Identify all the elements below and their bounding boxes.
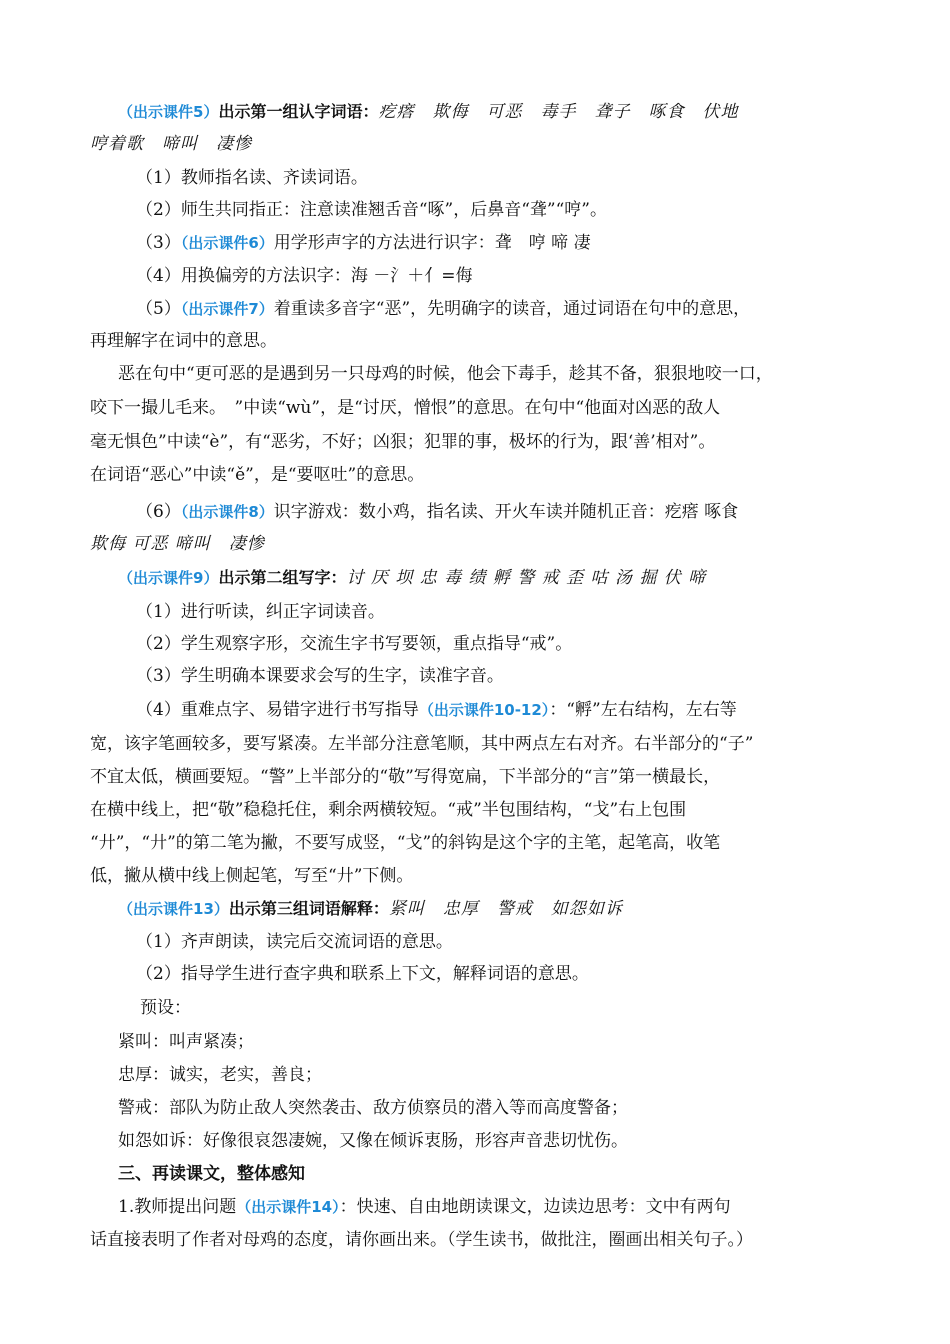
item-3 <box>136 227 591 259</box>
courseware-tag: （出示课件6） <box>180 234 274 252</box>
group1-words-line1: 疙瘩 欺侮 可恶 毒手 聋子 啄食 伏地 <box>378 102 739 122</box>
courseware-tag: （出示课件7） <box>180 300 274 318</box>
paragraph-line: 在横中线上，把“敬”稳稳托住，剩余两横较短。“戒”半包围结构，“戈”右上包围 <box>90 800 687 820</box>
courseware-tag: （出示课件5） <box>118 103 219 121</box>
item-5-continued: 再理解字在词中的意思。 <box>90 331 277 351</box>
item-text: 用学形声字的方法进行识字：聋 哼 啼 凄 <box>273 233 591 253</box>
group3-lead: 出示第三组词语解释： <box>228 899 389 918</box>
item-text: 1.教师提出问题 <box>118 1197 237 1217</box>
paragraph-line: 低，撇从横中线上侧起笔，写至“廾”下侧。 <box>90 866 414 886</box>
paragraph-line: 在词语“恶心”中读“ě”，是“要呕吐”的意思。 <box>90 465 425 485</box>
item-number: （5） <box>136 299 181 319</box>
paragraph-line: 不宜太低，横画要短。“警”上半部分的“敬”写得宽扁，下半部分的“言”第一横最长， <box>90 767 721 787</box>
paragraph-line: 咬下一撮儿毛来。 ”中读“wù”，是“讨厌，憎恨”的意思。在句中“他面对凶恶的敌人 <box>90 398 721 418</box>
group1-heading <box>118 96 738 128</box>
section-heading: 三、再读课文，整体感知 <box>118 1164 305 1184</box>
list-item: （1）教师指名读、齐读词语。 <box>136 168 368 188</box>
list-item: （1）齐声朗读，读完后交流词语的意思。 <box>136 932 453 952</box>
list-item: （2）学生观察字形，交流生字书写要领，重点指导“戒”。 <box>136 634 573 654</box>
list-item: （1）进行听读，纠正字词读音。 <box>136 602 385 622</box>
item-2-4 <box>136 694 737 726</box>
item-number: （6） <box>136 502 181 522</box>
courseware-tag: （出示课件14） <box>236 1198 340 1216</box>
list-item: （4）用换偏旁的方法识字：海 －氵＋亻=侮 <box>136 266 473 286</box>
question-1 <box>118 1191 731 1223</box>
courseware-tag: （出示课件10-12） <box>418 701 550 719</box>
item-6-words-text: 欺侮 可恶 啼叫 凄惨 <box>90 534 265 554</box>
courseware-tag: （出示课件9） <box>118 569 219 587</box>
courseware-tag: （出示课件13） <box>118 900 229 918</box>
item-text: （4）重难点字、易错字进行书写指导 <box>136 700 419 720</box>
paragraph-line: 恶在句中“更可恶的是遇到另一只母鸡的时候，他会下毒手，趁其不备，狠狠地咬一口， <box>118 364 773 384</box>
item-6-words <box>90 528 265 560</box>
group1-lead: 出示第一组认字词语： <box>218 102 379 121</box>
group2-chars: 讨 厌 坝 忠 毒 绩 孵 警 戒 歪 咕 汤 掘 伏 啼 <box>346 568 707 588</box>
item-text: ：“孵”左右结构，左右等 <box>549 700 737 720</box>
paragraph-line: 宽，该字笔画较多，要写紧凑。左半部分注意笔顺，其中两点左右对齐。右半部分的“子” <box>90 734 754 754</box>
preset-label: 预设： <box>140 998 191 1018</box>
definition: 紧叫：叫声紧凑； <box>118 1032 254 1052</box>
item-text: 着重读多音字“恶”，先明确字的读音，通过词语在句中的意思， <box>273 299 751 319</box>
list-item: （2）师生共同指正：注意读准翘舌音“啄”，后鼻音“聋”“哼”。 <box>136 200 607 220</box>
question-1-continued: 话直接表明了作者对母鸡的态度，请你画出来。（学生读书，做批注，圈画出相关句子。） <box>90 1230 753 1250</box>
group1-words-line2 <box>90 128 252 160</box>
definition: 警戒：部队为防止敌人突然袭击、敌方侦察员的潜入等而高度警备； <box>118 1098 628 1118</box>
group3-heading <box>118 893 623 925</box>
item-5 <box>136 293 750 325</box>
item-text: ：快速、自由地朗读课文，边读边思考：文中有两句 <box>339 1197 731 1217</box>
group2-heading <box>118 562 706 594</box>
group1-words-line2-text: 哼着歌 啼叫 凄惨 <box>90 134 252 154</box>
list-item: （3）学生明确本课要求会写的生字，读准字音。 <box>136 666 504 686</box>
courseware-tag: （出示课件8） <box>180 503 274 521</box>
item-number: （3） <box>136 233 181 253</box>
group2-lead: 出示第二组写字： <box>218 568 347 587</box>
list-item: （2）指导学生进行查字典和联系上下文，解释词语的意思。 <box>136 964 589 984</box>
definition: 忠厚：诚实，老实，善良； <box>118 1065 322 1085</box>
paragraph-line: 毫无惧色”中读“è”，有“恶劣，不好；凶狠；犯罪的事，极坏的行为，跟‘善’相对”。 <box>90 432 716 452</box>
item-text: 识字游戏：数小鸡，指名读、开火车读并随机正音：疙瘩 啄食 <box>273 502 739 522</box>
paragraph-line: “廾”，“廾”的第二笔为撇，不要写成竖，“戈”的斜钩是这个字的主笔，起笔高，收笔 <box>90 833 721 853</box>
group3-words: 紧叫 忠厚 警戒 如怨如诉 <box>388 899 623 919</box>
definition: 如怨如诉：好像很哀怨凄婉，又像在倾诉衷肠，形容声音悲切忧伤。 <box>118 1131 628 1151</box>
item-6 <box>136 496 738 528</box>
